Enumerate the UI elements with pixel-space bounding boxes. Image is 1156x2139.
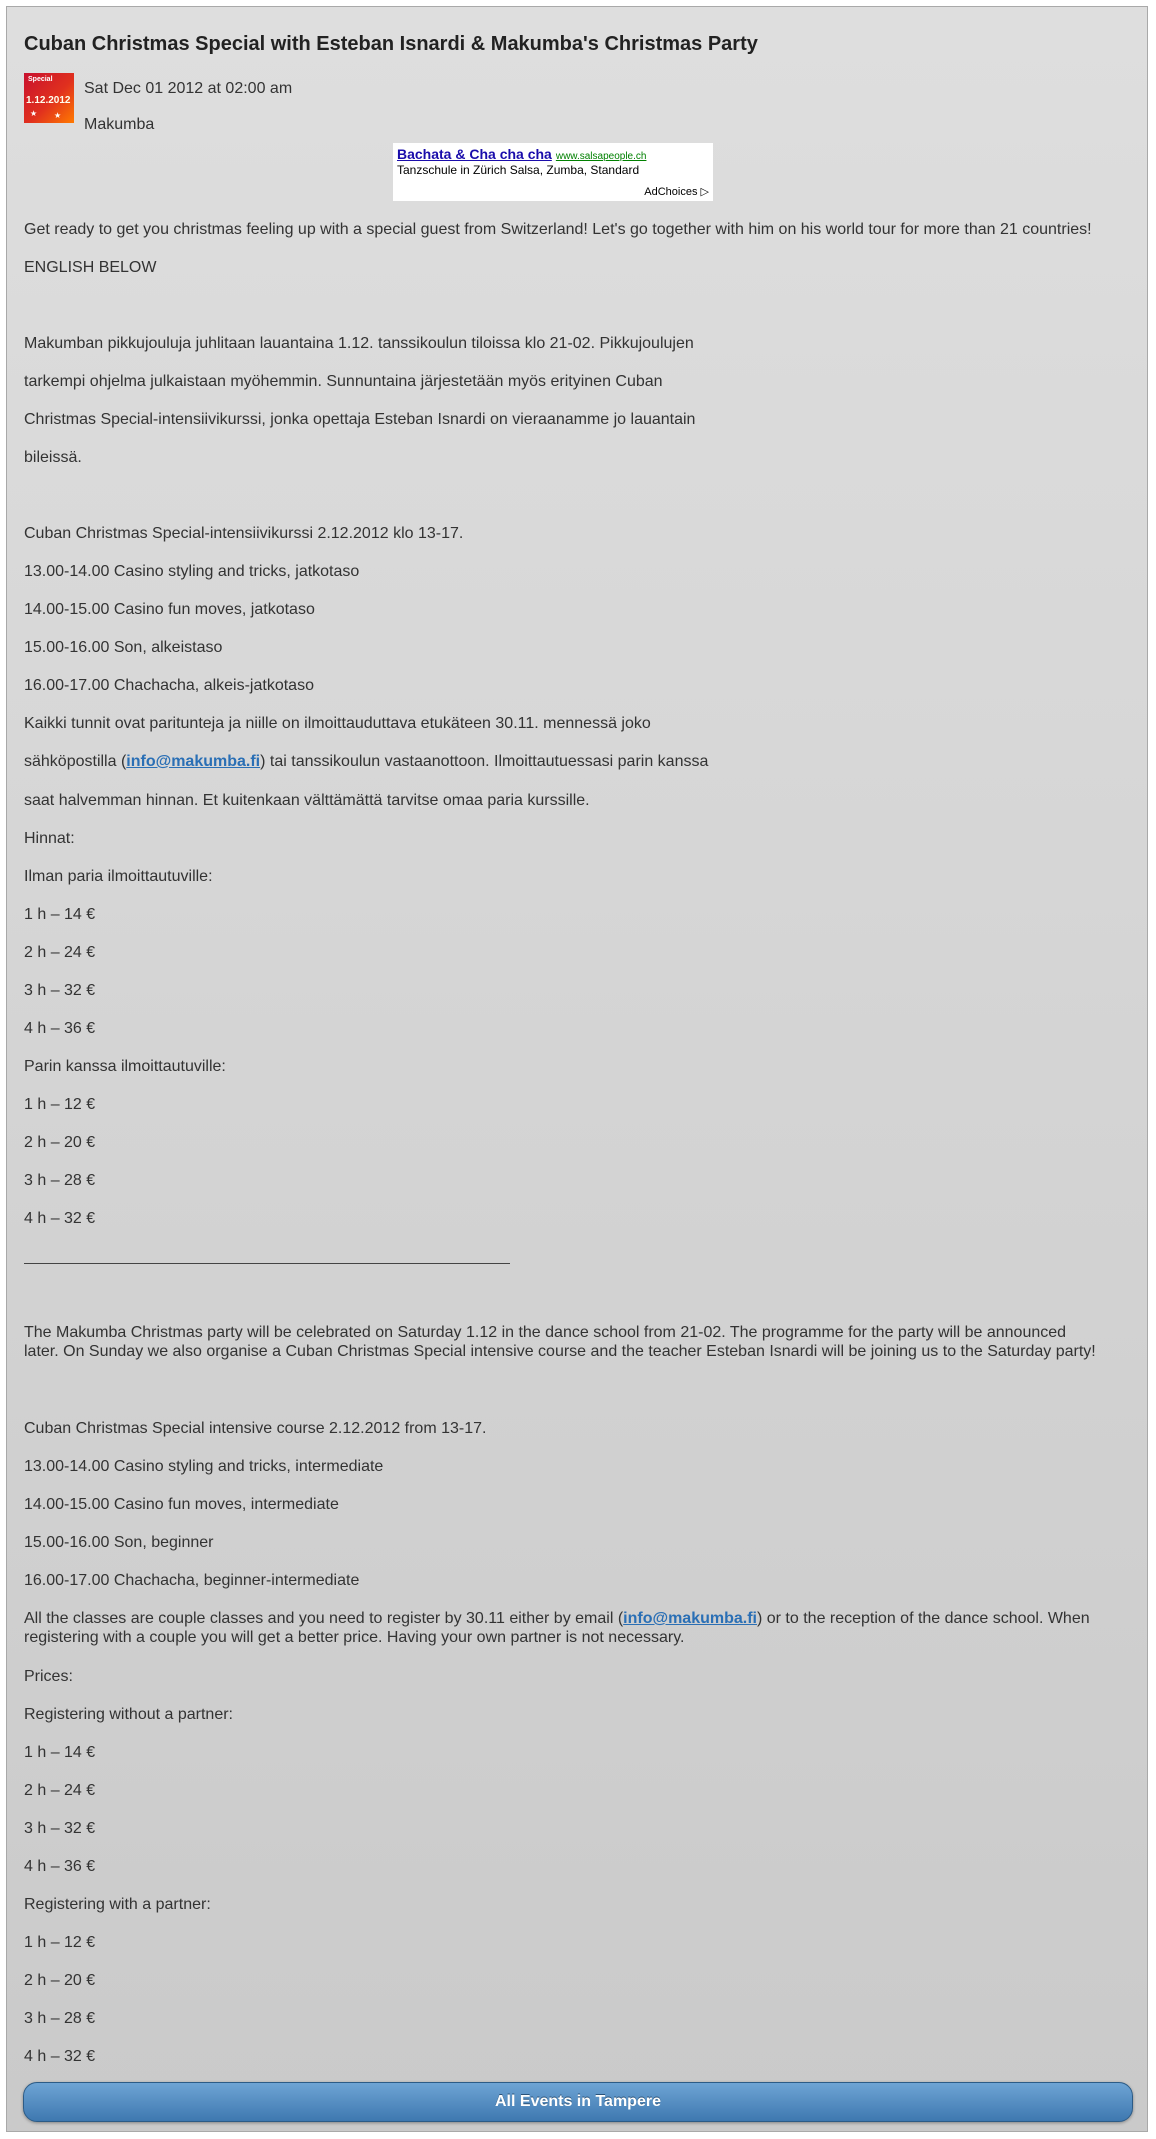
ad-title-link[interactable]: Bachata & Cha cha cha	[397, 146, 552, 162]
section-divider	[24, 1263, 510, 1264]
fi-paragraph-line: tarkempi ohjelma julkaistaan myöhemmin. Sunnuntaina järjestetään myös erityinen Cuban	[24, 373, 663, 390]
price-item: 2 h – 24 €	[24, 944, 96, 961]
price-item: 2 h – 20 €	[24, 1972, 96, 1989]
en-prices-heading: Prices:	[24, 1668, 73, 1685]
price-item: 1 h – 14 €	[24, 906, 96, 923]
en-without-partner-heading: Registering without a partner:	[24, 1706, 233, 1723]
price-item: 3 h – 32 €	[24, 982, 96, 999]
en-schedule-item: 15.00-16.00 Son, beginner	[24, 1534, 214, 1551]
en-schedule-item: 16.00-17.00 Chachacha, beginner-intermediate	[24, 1572, 360, 1589]
event-title: Cuban Christmas Special with Esteban Isnardi & Makumba's Christmas Party	[24, 33, 758, 55]
star-icon: ★	[54, 111, 62, 120]
fi-paragraph-line: bileissä.	[24, 449, 82, 466]
english-below-note: ENGLISH BELOW	[24, 259, 157, 276]
en-registration-part: All the classes are couple classes and you need to register by 30.11 either by email (	[24, 1610, 624, 1627]
en-schedule-item: 14.00-15.00 Casino fun moves, intermediate	[24, 1496, 339, 1513]
fi-prices-heading: Hinnat:	[24, 830, 75, 847]
fi-schedule-item: 15.00-16.00 Son, alkeistaso	[24, 639, 223, 656]
fi-registration-line: Kaikki tunnit ovat paritunteja ja niille on ilmoittauduttava etukäteen 30.11. mennessä joko	[24, 715, 651, 732]
play-triangle-icon: ▷	[700, 186, 709, 198]
adchoices-link[interactable]	[644, 185, 709, 198]
price-item: 4 h – 32 €	[24, 2048, 96, 2065]
price-item: 1 h – 12 €	[24, 1096, 96, 1113]
price-item: 3 h – 28 €	[24, 1172, 96, 1189]
price-item: 1 h – 14 €	[24, 1744, 96, 1761]
fi-registration-text: ) tai tanssikoulun vastaanottoon. Ilmoittautuessasi parin kanssa	[260, 753, 709, 770]
price-item: 3 h – 28 €	[24, 2010, 96, 2027]
en-paragraph: The Makumba Christmas party will be celebrated on Saturday 1.12 in the dance school from 21-02. The programme for the party will be announced later. On Sunday we also organise a Cuban Christmas Special intensive course and the teacher Esteban Isnardi will be joining us to the Saturday party!	[24, 1324, 1096, 1360]
thumb-text-date: 1.12.2012	[26, 95, 71, 106]
fi-paragraph-line: Makumban pikkujouluja juhlitaan lauantaina 1.12. tanssikoulun tiloissa klo 21-02. Pikkujoulujen	[24, 335, 694, 352]
event-thumbnail[interactable]	[24, 73, 74, 123]
price-item: 4 h – 32 €	[24, 1210, 96, 1227]
thumb-text-top: Special	[28, 76, 53, 83]
fi-registration-line	[24, 752, 708, 771]
fi-without-partner-heading: Ilman paria ilmoittautuville:	[24, 868, 213, 885]
ad-banner[interactable]	[393, 143, 713, 201]
intro-text: Get ready to get you christmas feeling up with a special guest from Switzerland! Let's go together with him on his world tour for more than 21 countries!	[24, 221, 1092, 238]
email-link[interactable]: info@makumba.fi	[126, 753, 261, 770]
all-events-button[interactable]: All Events in Tampere	[23, 2082, 1133, 2122]
price-item: 4 h – 36 €	[24, 1858, 96, 1875]
price-item: 1 h – 12 €	[24, 1934, 96, 1951]
fi-paragraph-line: Christmas Special-intensiivikurssi, jonka opettaja Esteban Isnardi on vieraanamme jo lauantain	[24, 411, 696, 428]
fi-registration-text: sähköpostilla (	[24, 753, 127, 770]
en-registration-part: ) or to the reception of the dance school. When registering with a couple you will get a better price. Having your own partner is not necessary.	[24, 1610, 1090, 1646]
fi-registration-line: saat halvemman hinnan. Et kuitenkaan välttämättä tarvitse omaa paria kurssille.	[24, 792, 590, 809]
star-icon: ★	[30, 109, 38, 118]
adchoices-label: AdChoices	[644, 186, 698, 198]
fi-with-partner-heading: Parin kanssa ilmoittautuville:	[24, 1058, 226, 1075]
fi-course-heading: Cuban Christmas Special-intensiivikurssi 2.12.2012 klo 13-17.	[24, 525, 464, 542]
price-item: 2 h – 20 €	[24, 1134, 96, 1151]
en-with-partner-heading: Registering with a partner:	[24, 1896, 211, 1913]
en-schedule-item: 13.00-14.00 Casino styling and tricks, intermediate	[24, 1458, 384, 1475]
fi-schedule-item: 16.00-17.00 Chachacha, alkeis-jatkotaso	[24, 677, 314, 694]
email-link[interactable]: info@makumba.fi	[623, 1610, 757, 1627]
fi-schedule-item: 13.00-14.00 Casino styling and tricks, jatkotaso	[24, 563, 360, 580]
en-registration-text	[24, 1609, 1104, 1647]
ad-description: Tanzschule in Zürich Salsa, Zumba, Standard	[397, 163, 640, 177]
event-venue: Makumba	[84, 116, 155, 133]
ad-url-link[interactable]: www.salsapeople.ch	[555, 151, 647, 162]
fi-schedule-item: 14.00-15.00 Casino fun moves, jatkotaso	[24, 601, 315, 618]
price-item: 2 h – 24 €	[24, 1782, 96, 1799]
en-course-heading: Cuban Christmas Special intensive course 2.12.2012 from 13-17.	[24, 1420, 487, 1437]
event-card	[6, 6, 1148, 2132]
price-item: 3 h – 32 €	[24, 1820, 96, 1837]
event-datetime: Sat Dec 01 2012 at 02:00 am	[84, 80, 293, 97]
price-item: 4 h – 36 €	[24, 1020, 96, 1037]
